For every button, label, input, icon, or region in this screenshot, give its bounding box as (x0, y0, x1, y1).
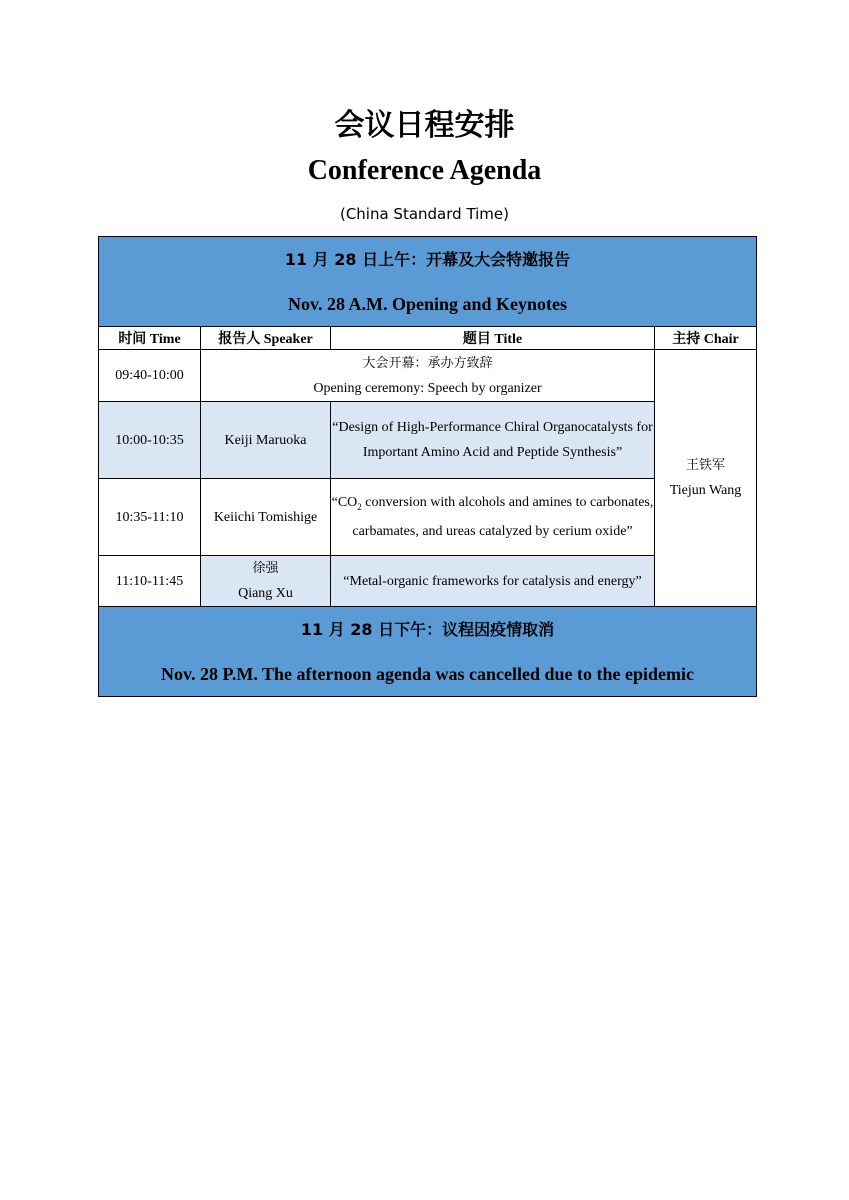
talk-title-rest: conversion with alcohols and amines to carbonates, carbamates, and ureas catalyzed by cerium oxide” (352, 494, 654, 540)
talk-title-prefix: “CO (331, 494, 358, 510)
time-cell: 11:10-11:45 (99, 556, 201, 607)
col-header-speaker: 报告人 Speaker (201, 327, 331, 350)
session-am-header (99, 237, 757, 327)
column-header-row (99, 327, 757, 350)
speaker-name-cn: 徐强 (252, 561, 279, 576)
opening-title-en: Opening ceremony: Speech by organizer (313, 380, 542, 396)
opening-title-cn: 大会开幕：承办方致辞 (362, 355, 493, 371)
session-pm-title-cn: 11 月 28 日下午：议程因疫情取消 (300, 619, 555, 639)
page-title-en: Conference Agenda (307, 155, 542, 186)
speaker-cell (201, 556, 331, 607)
talk-title-cell (331, 479, 655, 556)
col-header-time: 时间 Time (99, 327, 201, 350)
agenda-table (98, 236, 757, 697)
talk-title-subscript: 2 (357, 501, 362, 512)
talk-title-cell: “Design of High-Performance Chiral Organocatalysts for Important Amino Acid and Peptide Synthesis” (331, 402, 655, 479)
speaker-cell: Keiji Maruoka (201, 402, 331, 479)
session-pm-title-en: Nov. 28 P.M. The afternoon agenda was cancelled due to the epidemic (161, 663, 694, 684)
speaker-name-en: Qiang Xu (238, 586, 293, 601)
opening-cell (201, 350, 655, 402)
time-cell: 10:35-11:10 (99, 479, 201, 556)
speaker-cell: Keiichi Tomishige (201, 479, 331, 556)
page-title-cn: 会议日程安排 (334, 108, 515, 143)
time-cell: 10:00-10:35 (99, 402, 201, 479)
session-am-title-en: Nov. 28 A.M. Opening and Keynotes (287, 293, 568, 314)
session-am-title-cn: 11 月 28 日上午：开幕及大会特邀报告 (284, 249, 571, 269)
chair-cell (655, 350, 757, 607)
time-cell: 09:40-10:00 (99, 350, 201, 402)
timezone-note: (China Standard Time) (339, 205, 510, 223)
col-header-title: 题目 Title (331, 327, 655, 350)
chair-name-cn: 王铁军 (685, 458, 725, 473)
talk-title-cell: “Metal-organic frameworks for catalysis and energy” (331, 556, 655, 607)
session-pm-header (99, 607, 757, 697)
table-row (99, 350, 757, 402)
col-header-chair: 主持 Chair (655, 327, 757, 350)
chair-name-en: Tiejun Wang (669, 483, 742, 498)
